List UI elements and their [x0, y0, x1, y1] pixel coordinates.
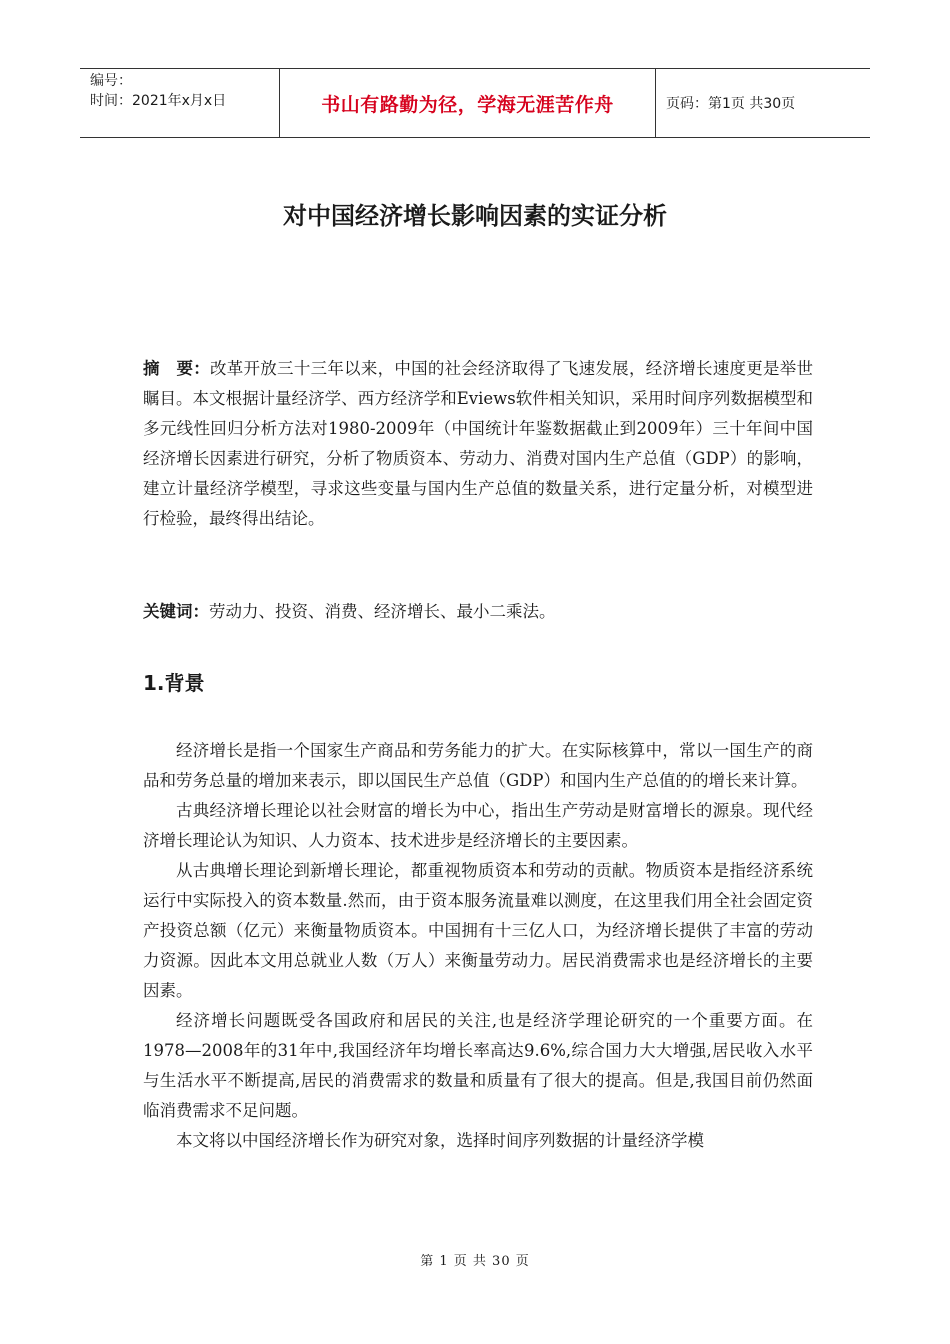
header-motto: 书山有路勤为径，学海无涯苦作舟: [280, 69, 656, 137]
paragraph: 从古典增长理论到新增长理论，都重视物质资本和劳动的贡献。物质资本是指经济系统运行中实际投入的资本数量.然而，由于资本服务流量难以测度，在这里我们用全社会固定资产投资总额（亿元）来衡量物质资本。中国拥有十三亿人口，为经济增长提供了丰富的劳动力资源。因此本文用总就业人数（万人）来衡量劳动力。居民消费需求也是经济增长的主要因素。: [143, 861, 813, 1000]
paragraph: 本文将以中国经济增长作为研究对象，选择时间序列数据的计量经济学模: [176, 1131, 704, 1150]
keywords-text: 劳动力、投资、消费、经济增长、最小二乘法。: [209, 602, 556, 621]
page-footer: 第 1 页 共 30 页: [420, 1254, 530, 1269]
section-heading: 1.背景: [143, 671, 205, 695]
header-page-info: 页码：第1页 共30页: [666, 96, 796, 112]
page-header: [80, 68, 870, 138]
keywords-label: 关键词：: [143, 602, 209, 621]
document-number-label: 编号：: [90, 73, 132, 89]
body-text: [143, 736, 813, 1220]
paragraph: 经济增长是指一个国家生产商品和劳务能力的扩大。在实际核算中，常以一国生产的商品和劳务总量的增加来表示，即以国民生产总值（GDP）和国内生产总值的的增长来计算。: [143, 741, 813, 790]
paragraph: 经济增长问题既受各国政府和居民的关注,也是经济学理论研究的一个重要方面。在1978—2008年的31年中,我国经济年均增长率高达9.6%,综合国力大大增强,居民收入水平与生活水平不断提高,居民的消费需求的数量和质量有了很大的提高。但是,我国目前仍然面临消费需求不足问题。: [143, 1011, 813, 1120]
abstract: [143, 354, 813, 534]
abstract-text: 改革开放三十三年以来，中国的社会经济取得了飞速发展，经济增长速度更是举世瞩目。本文根据计量经济学、西方经济学和Eviews软件相关知识，采用时间序列数据模型和多元线性回归分析方法对1980-2009年（中国统计年鉴数据截止到2009年）三十年间中国经济增长因素进行研究，分析了物质资本、劳动力、消费对国内生产总值（GDP）的影响，建立计量经济学模型，寻求这些变量与国内生产总值的数量关系，进行定量分析，对模型进行检验，最终得出结论。: [143, 359, 814, 528]
header-meta: [80, 69, 280, 137]
abstract-label: 摘 要：: [143, 359, 211, 378]
paragraph: 古典经济增长理论以社会财富的增长为中心，指出生产劳动是财富增长的源泉。现代经济增长理论认为知识、人力资本、技术进步是经济增长的主要因素。: [143, 801, 813, 850]
document-title: 对中国经济增长影响因素的实证分析: [283, 202, 667, 230]
document-date: 时间：2021年x月x日: [90, 93, 227, 109]
keywords: [143, 597, 813, 627]
